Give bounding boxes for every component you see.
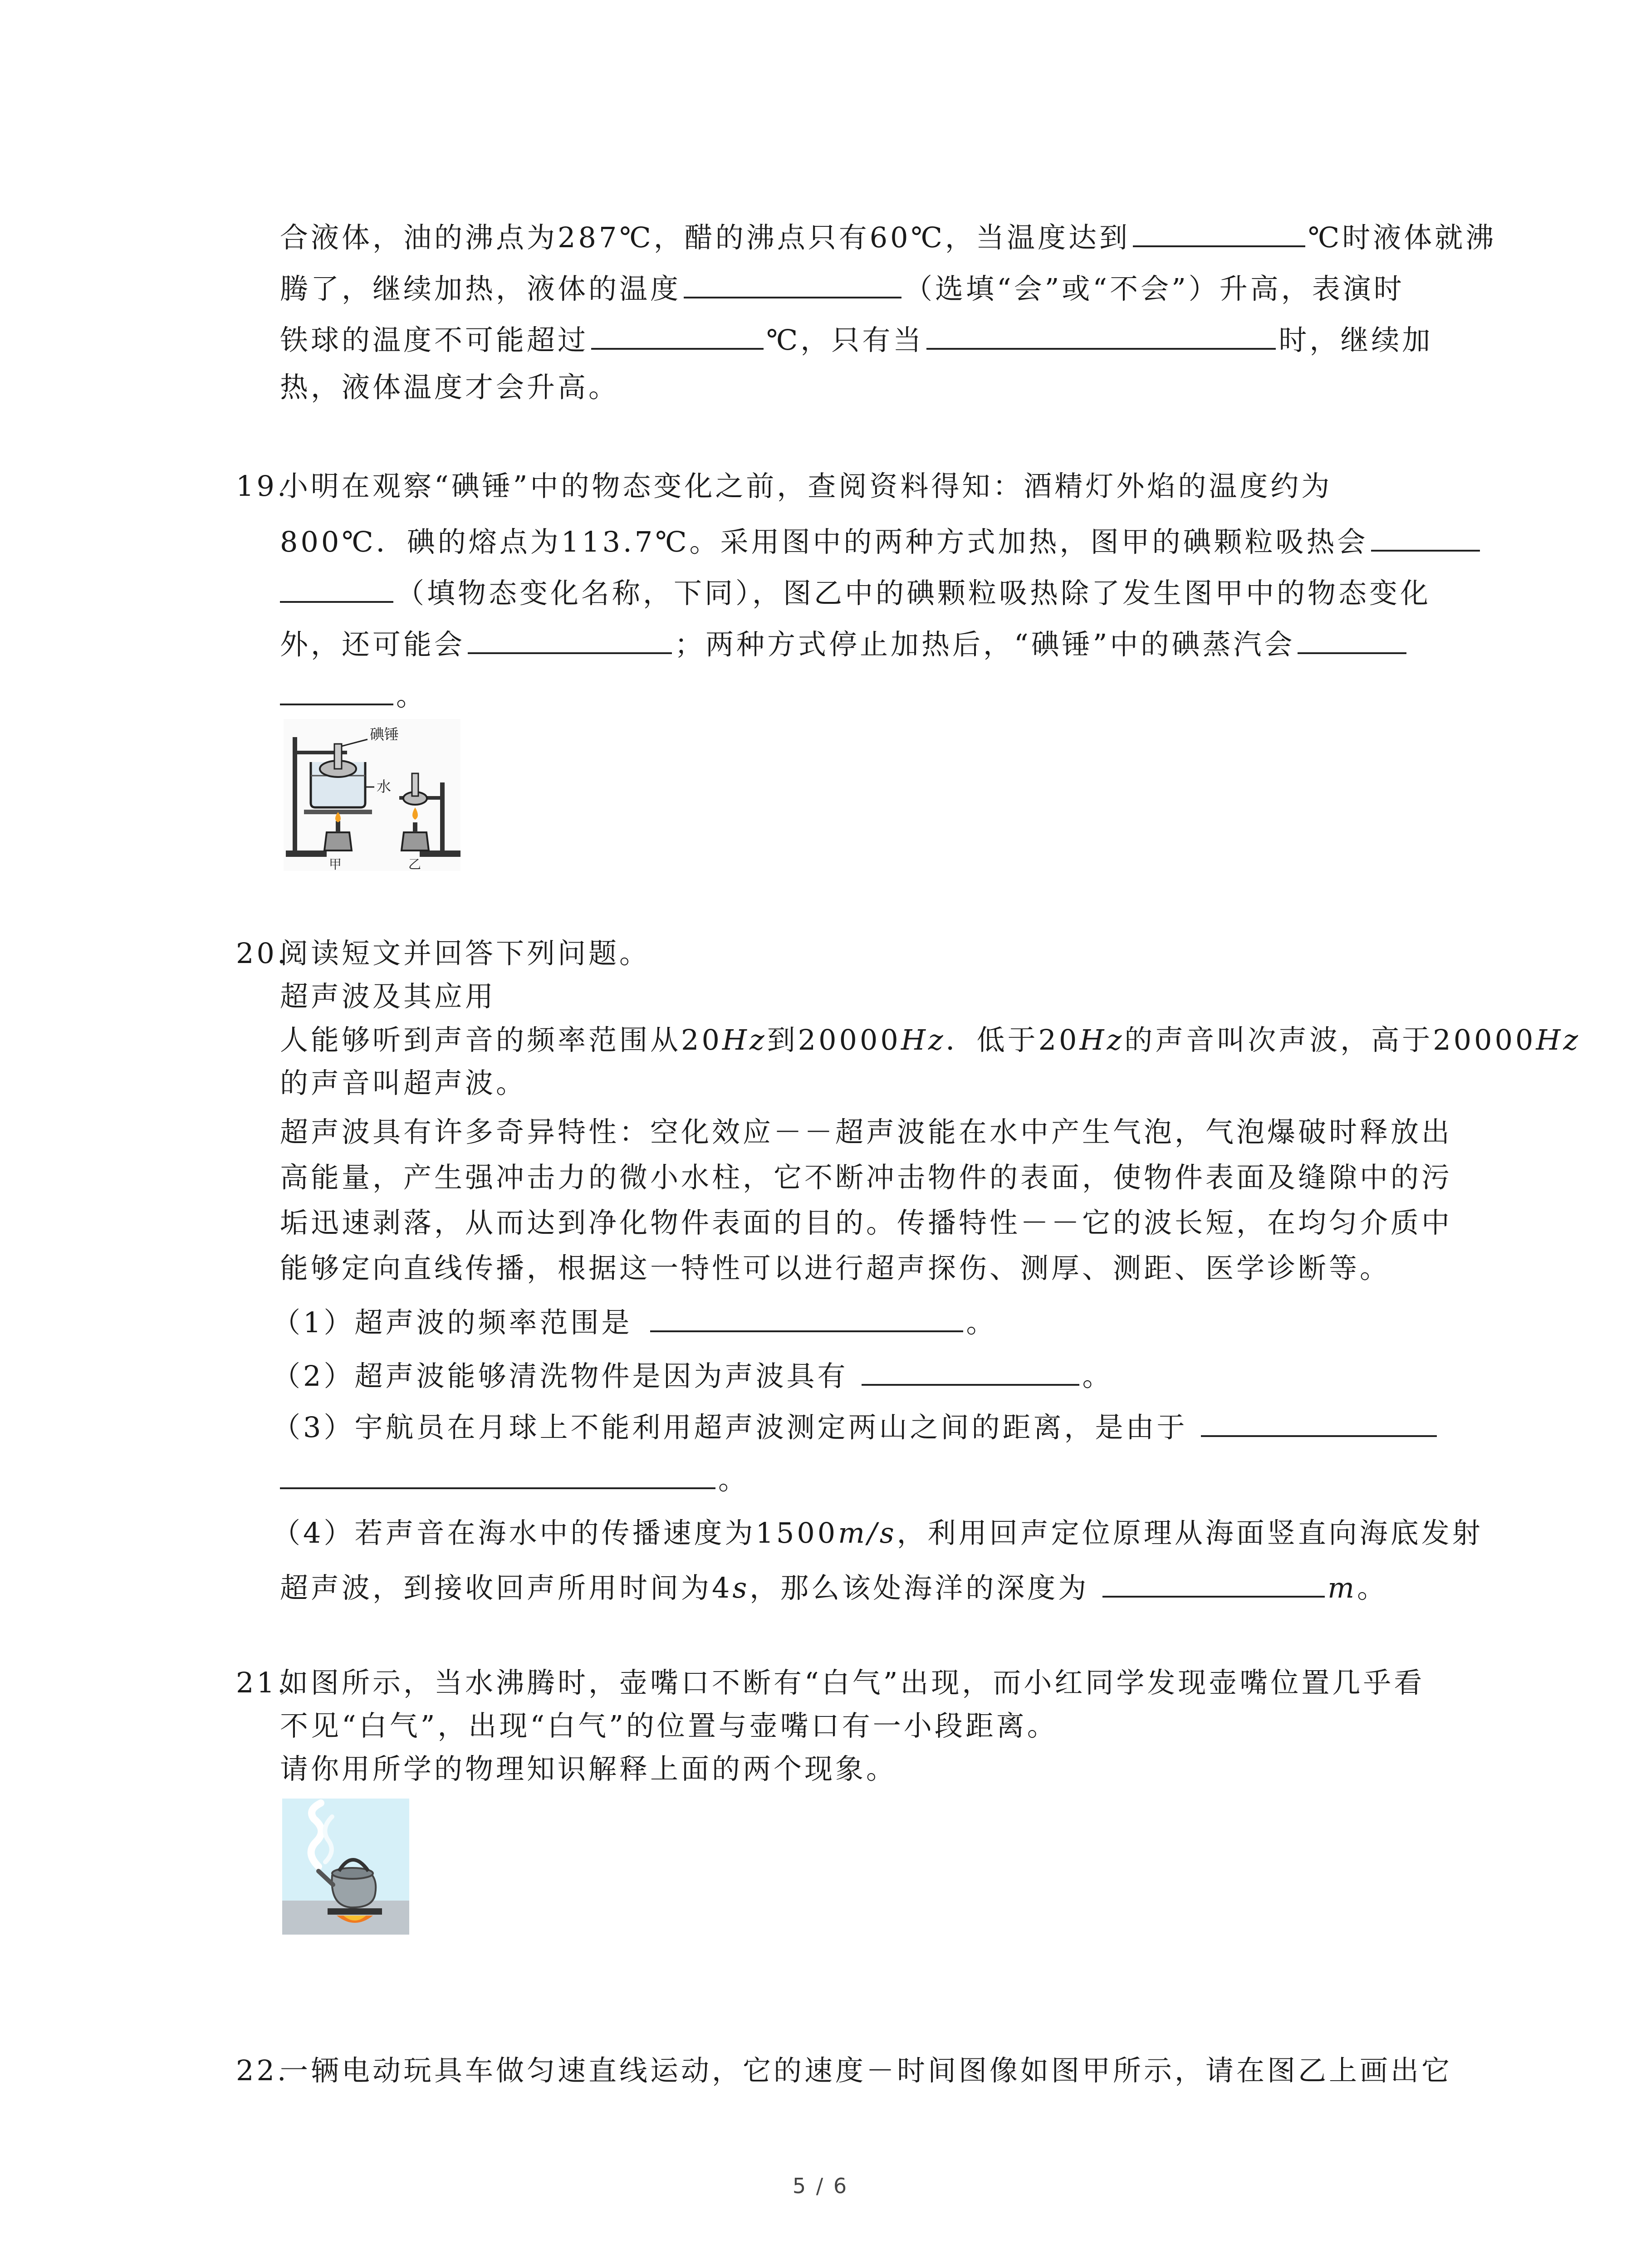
- q21-line-1: 如图所示，当水沸腾时，壶嘴口不断有“白气”出现，而小红同学发现壶嘴位置几乎看: [280, 1666, 1425, 1699]
- q22-number: 22.: [236, 2054, 289, 2087]
- q20-line-1: 阅读短文并回答下列问题。: [280, 937, 651, 970]
- boiling-kettle-figure: [282, 1799, 409, 1935]
- q20-line-4: 的声音叫超声波。: [280, 1066, 527, 1100]
- q18-line-1: 合液体，油的沸点为287℃，醋的沸点只有60℃，当温度达到 ℃时液体就沸: [280, 215, 1496, 256]
- q20-sub-2: （2）超声波能够清洗物件是因为声波具有 。: [272, 1354, 1113, 1394]
- fig-label-iodine-hammer: 碘锤: [370, 726, 399, 743]
- q19-line-4: 外，还可能会 ；两种方式停止加热后，“碘锤”中的碘蒸汽会: [280, 622, 1409, 663]
- q20-article-title: 超声波及其应用: [280, 980, 496, 1013]
- q20-sub-3-cont: 。: [280, 1457, 749, 1498]
- q22-line-1: 一辆电动玩具车做匀速直线运动，它的速度－时间图像如图甲所示，请在图乙上画出它: [280, 2054, 1453, 2087]
- fig-label-a: 甲: [329, 857, 342, 871]
- q19-blank-3b[interactable]: [280, 674, 393, 705]
- q18-line-4: 热，液体温度才会升高。: [280, 371, 620, 404]
- iodine-apparatus-drawing: [284, 719, 460, 871]
- q19-blank-1b[interactable]: [280, 571, 393, 603]
- q19-number: 19.: [236, 469, 289, 503]
- q20-line-5: 超声波具有许多奇异特性：空化效应－－超声波能在水中产生气泡，气泡爆破时释放出: [280, 1115, 1453, 1149]
- q20-blank-3a[interactable]: [1201, 1405, 1437, 1437]
- kettle-drawing: [282, 1799, 409, 1935]
- q19-line-3: （填物态变化名称，下同），图乙中的碘颗粒吸热除了发生图甲中的物态变化: [280, 571, 1431, 611]
- q20-sub-4: （4）若声音在海水中的传播速度为1500m/s，利用回声定位原理从海面竖直向海底发射: [272, 1516, 1483, 1549]
- q20-sub-4-cont: 超声波，到接收回声所用时间为4s，那么该处海洋的深度为 m。: [280, 1566, 1388, 1606]
- q19-line-5: 。: [280, 674, 427, 714]
- q20-sub-3: （3）宇航员在月球上不能利用超声波测定两山之间的距离，是由于: [272, 1405, 1440, 1446]
- q20-line-6: 高能量，产生强冲击力的微小水柱，它不断冲击物件的表面，使物件表面及缝隙中的污: [280, 1161, 1453, 1194]
- q19-line-1: 小明在观察“碘锤”中的物态变化之前，查阅资料得知：酒精灯外焰的温度约为: [280, 469, 1332, 503]
- q20-blank-4[interactable]: [1102, 1566, 1325, 1598]
- q20-sub-1: （1）超声波的频率范围是 。: [272, 1300, 997, 1341]
- q20-line-3: 人能够听到声音的频率范围从20Hz到20000Hz．低于20Hz的声音叫次声波，高于20000Hz: [280, 1023, 1581, 1056]
- q21-number: 21.: [236, 1666, 289, 1699]
- q18-blank-2[interactable]: [684, 267, 901, 298]
- q18-line-2: 腾了，继续加热，液体的温度 （选填“会”或“不会”）升高，表演时: [280, 267, 1405, 307]
- q21-line-2: 不见“白气”，出现“白气”的位置与壶嘴口有一小段距离。: [280, 1709, 1058, 1742]
- q20-line-7: 垢迅速剥落，从而达到净化物件表面的目的。传播特性－－它的波长短，在均匀介质中: [280, 1206, 1453, 1239]
- fig-label-water: 水: [377, 778, 392, 795]
- q18-line-3: 铁球的温度不可能超过 ℃，只有当 时，继续加: [280, 318, 1433, 358]
- q20-number: 20.: [236, 937, 289, 970]
- q19-line-2: 800℃．碘的熔点为113.7℃。采用图中的两种方式加热，图甲的碘颗粒吸热会: [280, 520, 1483, 560]
- q20-blank-1[interactable]: [650, 1300, 963, 1332]
- iodine-hammer-figure: [284, 719, 460, 871]
- q18-blank-3[interactable]: [591, 318, 764, 350]
- q21-line-3: 请你用所学的物理知识解释上面的两个现象。: [280, 1752, 897, 1785]
- q20-blank-2[interactable]: [862, 1354, 1079, 1386]
- q20-line-8: 能够定向直线传播，根据这一特性可以进行超声探伤、测厚、测距、医学诊断等。: [280, 1251, 1391, 1285]
- q18-blank-1[interactable]: [1133, 215, 1305, 247]
- q19-blank-3a[interactable]: [1298, 622, 1406, 654]
- q19-blank-1a[interactable]: [1371, 520, 1480, 552]
- q19-blank-2[interactable]: [468, 622, 672, 654]
- q20-blank-3b[interactable]: [280, 1457, 715, 1489]
- q18-blank-4[interactable]: [926, 318, 1276, 350]
- page-number: 5 / 6: [792, 2174, 849, 2198]
- fig-label-b: 乙: [408, 857, 421, 871]
